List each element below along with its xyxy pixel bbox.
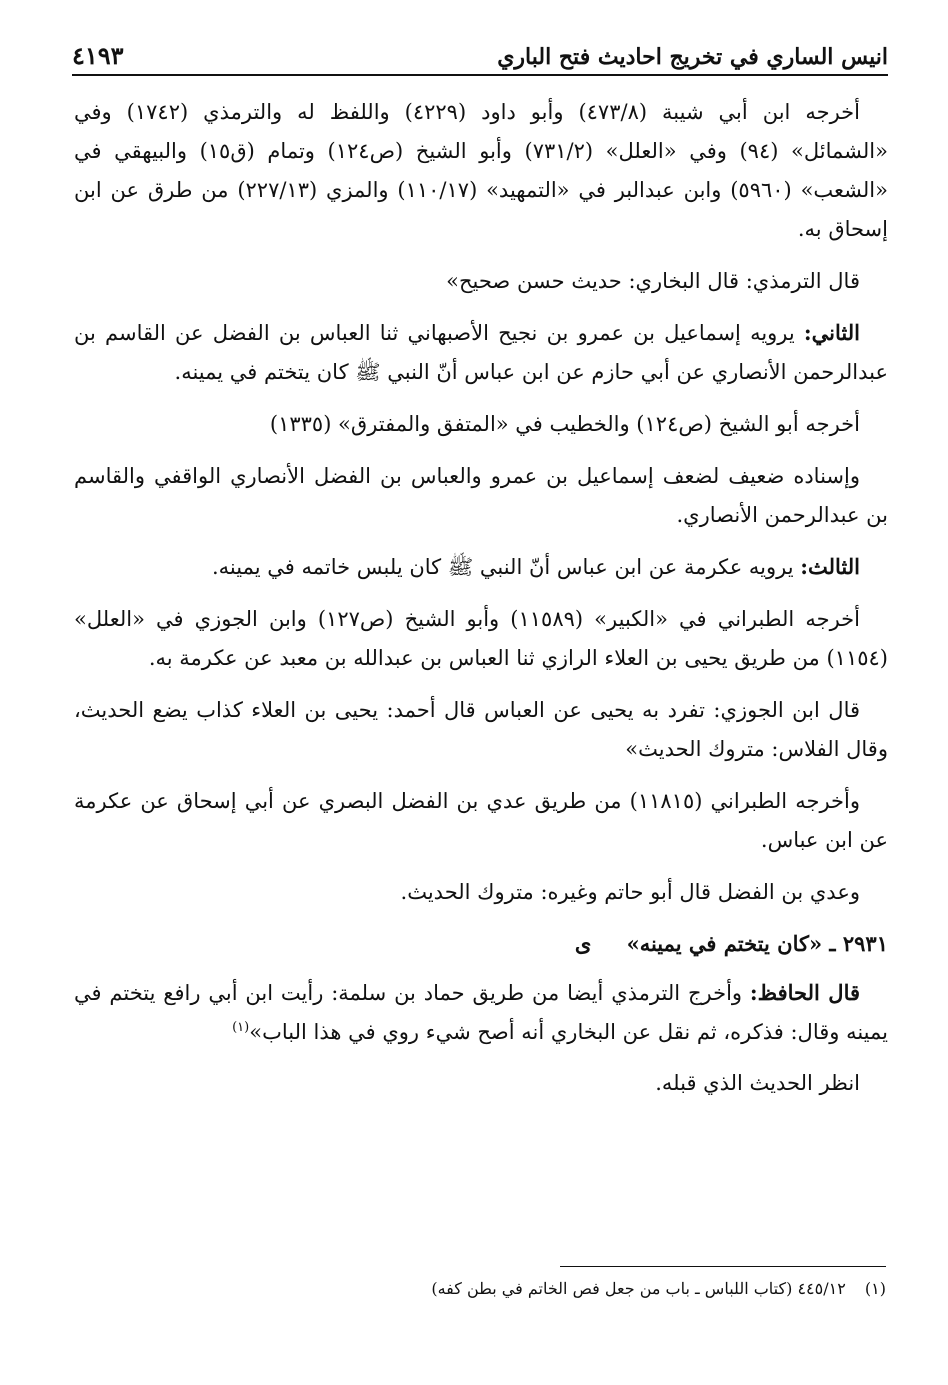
- paragraph-text: يرويه إسماعيل بن عمرو بن نجيح الأصبهاني ثنا العباس بن الفضل عن القاسم بن عبدالرحمن الأنصاري عن أبي حازم عن ابن عباس أنّ النبي ﷺ كان يتختم في يمينه.: [74, 321, 888, 384]
- hadith-heading: [74, 924, 888, 963]
- footnote: [250, 1276, 886, 1302]
- paragraph: [74, 456, 888, 535]
- body-text: [74, 92, 888, 1115]
- paragraph-text: قال الترمذي: قال البخاري: حديث حسن صحيح»: [446, 269, 860, 293]
- hadith-heading-text: ٢٩٣١ ـ «كان يتختم في يمينه»: [626, 931, 888, 956]
- paragraph: [74, 313, 888, 392]
- paragraph-text: وأخرجه الطبراني (١١٨١٥) من طريق عدي بن الفضل البصري عن أبي إسحاق عن عكرمة عن ابن عباس.: [74, 789, 888, 852]
- paragraph: [74, 404, 888, 444]
- hafiz-paragraph: [74, 973, 888, 1052]
- paragraph-text: أخرجه أبو الشيخ (ص١٢٤) والخطيب في «المتفق والمفترق» (١٣٣٥): [269, 412, 860, 436]
- page-number: ٤١٩٣: [72, 41, 124, 70]
- paragraph-text: أخرجه الطبراني في «الكبير» (١١٥٨٩) وأبو الشيخ (ص١٢٧) وابن الجوزي في «العلل» (١١٥٤) من طريق يحيى بن العلاء الرازي ثنا العباس بن عبدالله بن معبد عن عكرمة به.: [74, 607, 888, 670]
- paragraph-text: قال ابن الجوزي: تفرد به يحيى عن العباس قال أحمد: يحيى بن العلاء كذاب يضع الحديث، وقال الفلاس: متروك الحديث»: [74, 698, 888, 761]
- paragraph-text: أخرجه ابن أبي شيبة (٤٧٣/٨) وأبو داود (٤٢٢٩) واللفظ له والترمذي (١٧٤٢) وفي «الشمائل» (٩٤) وفي «العلل» (٧٣١/٢) وأبو الشيخ (ص١٢٤) وتمام (ق١٥) والبيهقي في «الشعب» (٥٩٦٠) وابن عبدالبر في «التمهيد» (١١٠/١٧) والمزي (٢٢٧/١٣) من طرق عن ابن إسحاق به.: [74, 100, 888, 241]
- paragraph-text: وإسناده ضعيف لضعف إسماعيل بن عمرو والعباس بن الفضل الأنصاري الواقفي والقاسم بن عبدالرحمن الأنصاري.: [74, 464, 888, 527]
- footnote-number: (١): [864, 1279, 886, 1298]
- closing-paragraph: انظر الحديث الذي قبله.: [655, 1071, 860, 1095]
- footnote-reference: (١): [232, 1020, 250, 1035]
- paragraph: [74, 599, 888, 678]
- hafiz-text: وأخرج الترمذي أيضا من طريق حماد بن سلمة: رأيت ابن أبي رافع يتختم في يمينه وقال: فذكره، ثم نقل عن البخاري أنه أصح شيء روي في هذا الباب»: [74, 981, 888, 1044]
- book-title: انيس الساري في تخريج احاديث فتح الباري: [497, 44, 888, 70]
- paragraph: [74, 92, 888, 249]
- paragraph-text: وعدي بن الفضل قال أبو حاتم وغيره: متروك الحديث.: [400, 880, 860, 904]
- paragraph: [74, 261, 888, 301]
- paragraph-text: يرويه عكرمة عن ابن عباس أنّ النبي ﷺ كان يلبس خاتمه في يمينه.: [211, 555, 801, 579]
- footnote-text: ٤٤٥/١٢ (كتاب اللباس ـ باب من جعل فص الخاتم في بطن كفه): [431, 1279, 846, 1298]
- paragraph: [74, 781, 888, 860]
- running-head: [72, 36, 888, 76]
- paragraph-lead: الثاني:: [803, 320, 860, 345]
- paragraph: [74, 690, 888, 769]
- paragraph: [74, 547, 888, 587]
- hadith-mark: ﻯ: [574, 931, 592, 956]
- paragraph: [74, 872, 888, 912]
- footnote-divider: [560, 1266, 886, 1267]
- hafiz-lead: قال الحافظ:: [749, 980, 861, 1005]
- paragraph-lead: الثالث:: [800, 554, 860, 579]
